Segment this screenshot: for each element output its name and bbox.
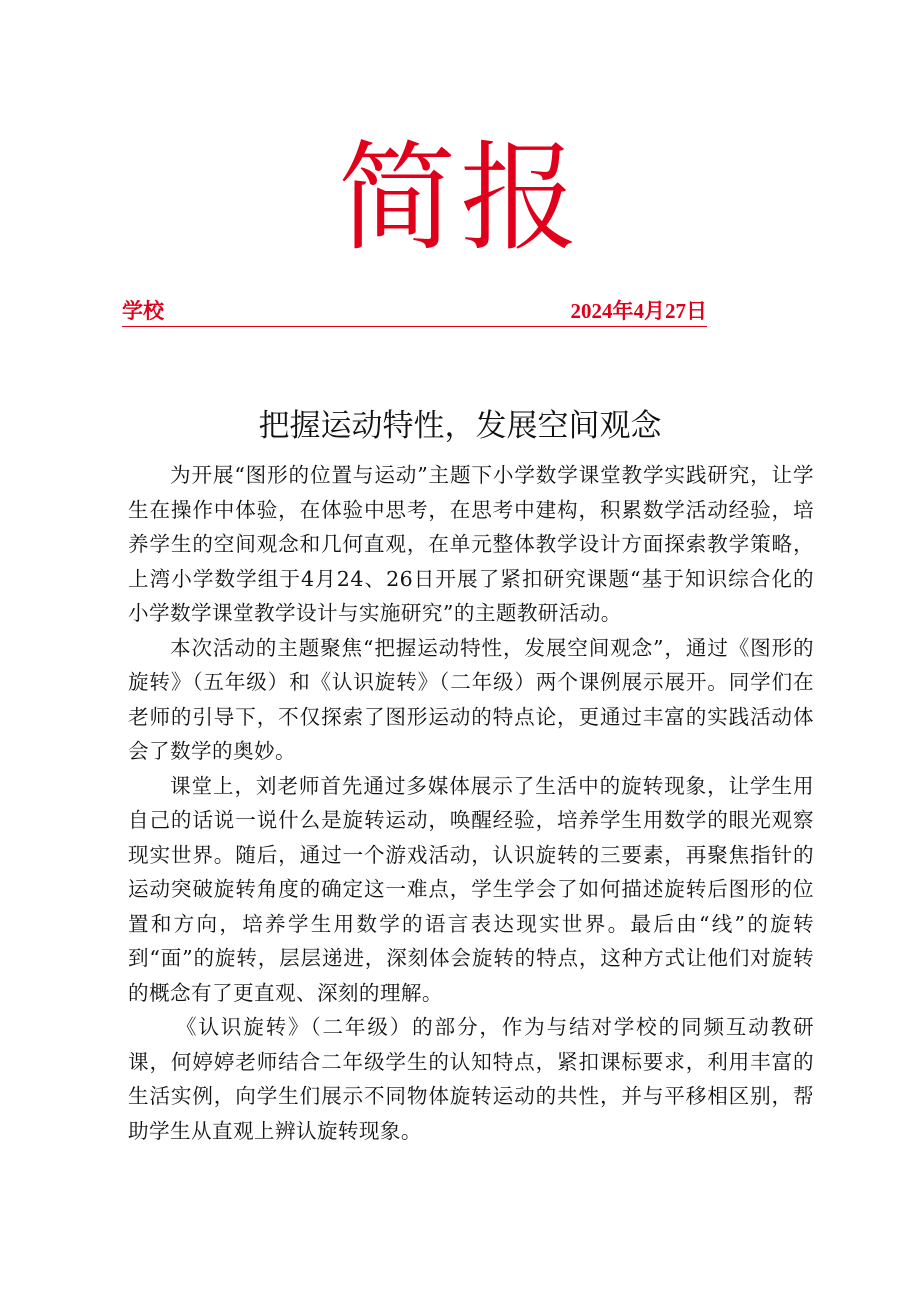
- article-paragraph: 为开展“图形的位置与运动”主题下小学数学课堂教学实践研究，让学生在操作中体验，在体验中思考，在思考中建构，积累数学活动经验，培养学生的空间观念和几何直观，在单元整体教学设计方面探索教学策略，上湾小学数学组于4月24、26日开展了紧扣研究课题“基于知识综合化的小学数学课堂教学设计与实施研究”的主题教研活动。: [128, 463, 814, 625]
- article-paragraph: 《认识旋转》（二年级）的部分，作为与结对学校的同频互动教研课，何婷婷老师结合二年级学生的认知特点，紧扣课标要求，利用丰富的生活实例，向学生们展示不同物体旋转运动的共性，并与平移相区别，帮助学生从直观上辨认旋转现象。: [128, 1015, 814, 1143]
- masthead-meta-line: [122, 296, 707, 327]
- article-paragraph: 课堂上，刘老师首先通过多媒体展示了生活中的旋转现象，让学生用自己的话说一说什么是旋转运动，唤醒经验，培养学生用数学的眼光观察现实世界。随后，通过一个游戏活动，认识旋转的三要素，再聚焦指针的运动突破旋转角度的确定这一难点，学生学会了如何描述旋转后图形的位置和方向，培养学生用数学的语言表达现实世界。最后由“线”的旋转到“面”的旋转，层层递进，深刻体会旋转的特点，这种方式让他们对旋转的概念有了更直观、深刻的理解。: [128, 773, 814, 1005]
- article-body: [128, 458, 814, 1148]
- issue-date: 2024年4月27日: [570, 299, 707, 323]
- school-label: 学校: [122, 298, 164, 323]
- article-paragraph: 本次活动的主题聚焦“把握运动特性，发展空间观念”，通过《图形的旋转》（五年级）和《认识旋转》（二年级）两个课例展示展开。同学们在老师的引导下，不仅探索了图形运动的特点论，更通过丰富的实践活动体会了数学的奥妙。: [128, 635, 814, 763]
- article-title: 把握运动特性，发展空间观念: [258, 407, 662, 444]
- masthead-title: 简报: [337, 129, 582, 267]
